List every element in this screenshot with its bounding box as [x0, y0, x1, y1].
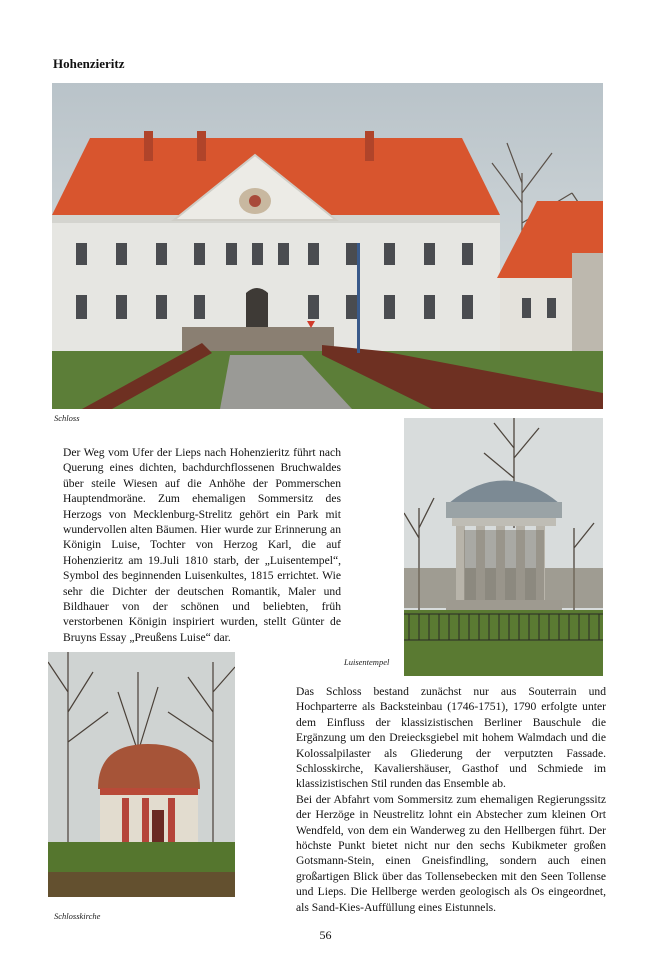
- schloss-caption: Schloss: [54, 413, 80, 423]
- page-number: 56: [319, 928, 332, 942]
- page-title: Hohenzieritz: [53, 56, 125, 71]
- paragraph-3: Bei der Abfahrt vom Sommersitz zum ehemaligen Regierungssitz der Herzöge in Neustrelitz lohnt ein Abstecher zum kleinen Ort Wendfeld, von dem ein Wanderweg zu den Hellbergen führt. Der höchste Punkt bietet nicht nur den sechs Kubikmeter großen Gotsmann-Stein, einen Gneisfindling, sondern auch einen großartigen Blick über das Tollensebecken mit den Seen Tollense und Lieps. Die Hellberge werden geologisch als Os eingeordnet, als Sand-Kies-Auffüllung eines Eistunnels.: [296, 792, 606, 914]
- schloss-photo: [52, 83, 603, 409]
- luisentempel-caption: Luisentempel: [344, 657, 390, 667]
- paragraph-2: Das Schloss bestand zunächst nur aus Souterrain und Hochparterre als Backsteinbau (1746-1751), 1790 erfolgte unter dem Einfluss der klassizistischen Berliner Bauschule die Ergänzung um den Dreiecksgiebel mit hohem Walmdach und die Kolossalpilaster als Gliederung der verputzten Fassade. Schlosskirche, Kavaliershäuser, Gasthof und Schmiede im klassizistischen Stil runden das Ensemble ab.: [296, 685, 606, 791]
- schlosskirche-photo: [48, 652, 235, 897]
- schlosskirche-caption: Schlosskirche: [54, 911, 101, 921]
- paragraph-1: Der Weg vom Ufer der Lieps nach Hohenzieritz führt nach Querung eines dichten, bachdurchflossenen Bruchwaldes über steile Wiesen auf die Anhöhe der Pommerschen Hauptendmoräne. Zum ehemaligen Sommersitz des Herzogs von Mecklenburg-Strelitz gehört ein Park mit wundervollen alten Bäumen. Hier wurde zur Erinnerung an Königin Luise, Tochter von Herzog Karl, die auf Hohenzieritz am 19.Juli 1810 starb, der „Luisentempel“, Symbol des beginnenden Luisenkultes, 1815 errichtet. Wie sehr die Dichter der deutschen Romantik, Maler und Bildhauer von der schönen und beliebten, früh verstorbenen Königin inspiriert wurden, stellt Günter de Bruyns Essay „Preußens Luise“ dar.: [63, 446, 341, 644]
- luisentempel-photo: [404, 418, 603, 676]
